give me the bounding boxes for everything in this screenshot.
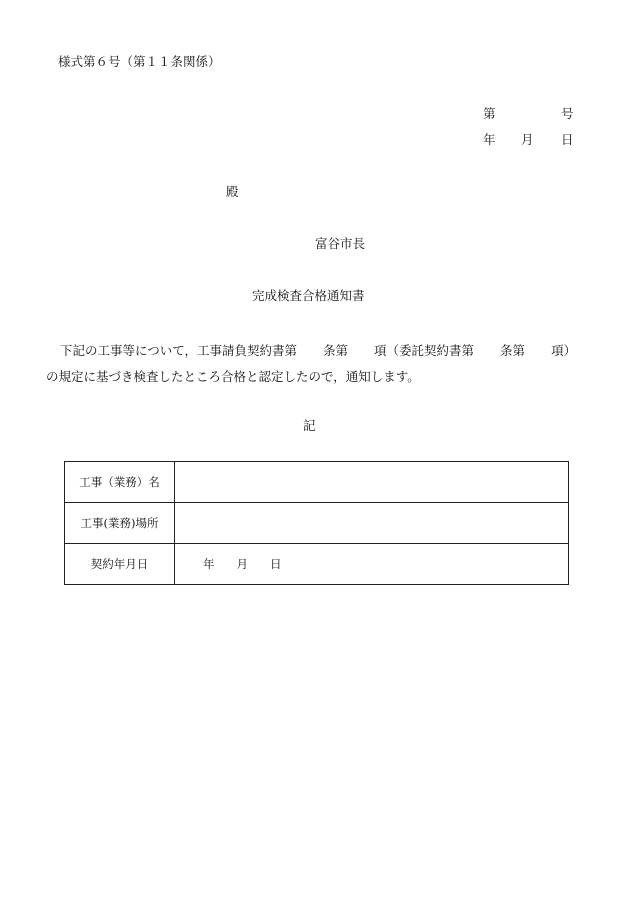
ki-heading: 記: [303, 418, 316, 433]
contract-date-value: [175, 544, 569, 585]
document-title: 完成検査合格通知書: [252, 288, 365, 303]
notice-body: [46, 338, 586, 390]
number-prefix: 第: [483, 106, 496, 121]
project-info-table: [64, 461, 569, 585]
body-text-segment: 項）: [551, 343, 577, 358]
contract-date-day: 日: [270, 557, 282, 571]
body-text-segment: 条第: [323, 343, 349, 358]
notice-body-line-1: [46, 338, 586, 364]
body-text-segment: 下記の工事等について，工事請負契約書第: [60, 343, 298, 358]
contract-date-month: 月: [236, 557, 248, 571]
table-row: [65, 503, 569, 544]
project-name-value: [175, 462, 569, 503]
issuer-name: 富谷市長: [315, 236, 366, 251]
date-month: 月: [521, 132, 534, 147]
notice-body-line-2: の規定に基づき検査したところ合格と認定したので，通知します。: [46, 369, 420, 384]
project-location-label: 工事(業務)場所: [65, 503, 175, 544]
table-row: [65, 544, 569, 585]
contract-date-label: 契約年月日: [65, 544, 175, 585]
date-year: 年: [483, 132, 496, 147]
table-row: [65, 462, 569, 503]
form-number-label: 様式第６号（第１１条関係）: [58, 54, 221, 69]
body-text-segment: 項（委託契約書第: [374, 343, 475, 358]
project-location-value: [175, 503, 569, 544]
project-name-label: 工事（業務）名: [65, 462, 175, 503]
addressee-honorific: 殿: [226, 184, 239, 199]
contract-date-year: 年: [203, 557, 215, 571]
date-day: 日: [561, 132, 574, 147]
body-text-segment: 条第: [500, 343, 526, 358]
number-suffix: 号: [561, 106, 574, 121]
